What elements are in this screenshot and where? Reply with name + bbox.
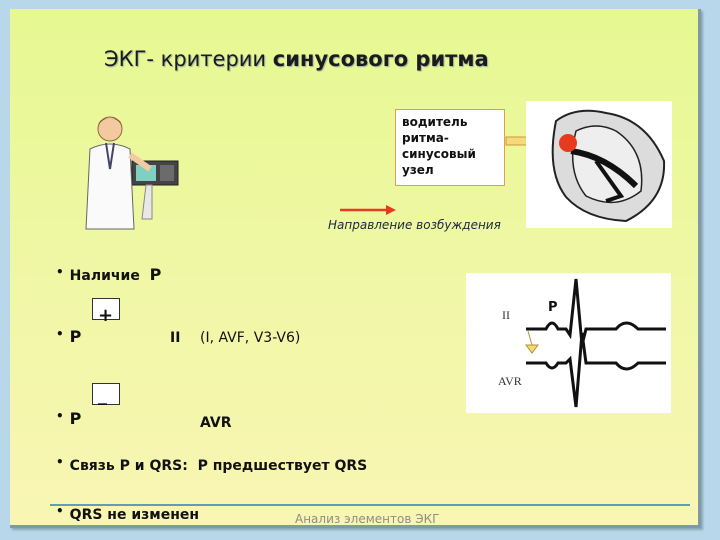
lead-avr-text: AVR	[200, 415, 232, 431]
heart-anatomy-icon	[526, 101, 672, 228]
pacemaker-label-box: водитель ритма- синусовый узел	[395, 109, 505, 186]
footer-divider	[50, 504, 690, 506]
footer-text: Анализ элементов ЭКГ	[295, 512, 440, 526]
red-arrow-icon	[340, 204, 396, 216]
positive-sign: +	[98, 305, 114, 326]
lead-avr-label: AVR	[498, 374, 522, 388]
bullet-p-positive: • P	[56, 327, 82, 346]
slide	[10, 9, 701, 528]
doctor-with-ecg-monitor-icon	[72, 109, 182, 239]
bullet-qrs-unchanged: • QRS не изменен	[56, 504, 200, 523]
p-wave-label: P	[548, 300, 558, 315]
direction-label: Направление возбуждения	[328, 218, 501, 232]
lead-ii-label: II	[502, 308, 510, 322]
bullet-presence-p: • Наличие P	[56, 265, 162, 284]
leads-list: (I, AVF, V3-V6)	[200, 330, 301, 346]
bullet-p-negative: • P	[56, 409, 82, 428]
slide-title: ЭКГ- критерии синусового ритма	[104, 47, 489, 71]
ecg-leads-image	[466, 273, 671, 413]
bullet-p-qrs-relation: • Связь P и QRS: P предшествует QRS	[56, 455, 368, 474]
negative-sign: _	[98, 385, 107, 406]
lead-ii-text: II	[170, 330, 181, 346]
